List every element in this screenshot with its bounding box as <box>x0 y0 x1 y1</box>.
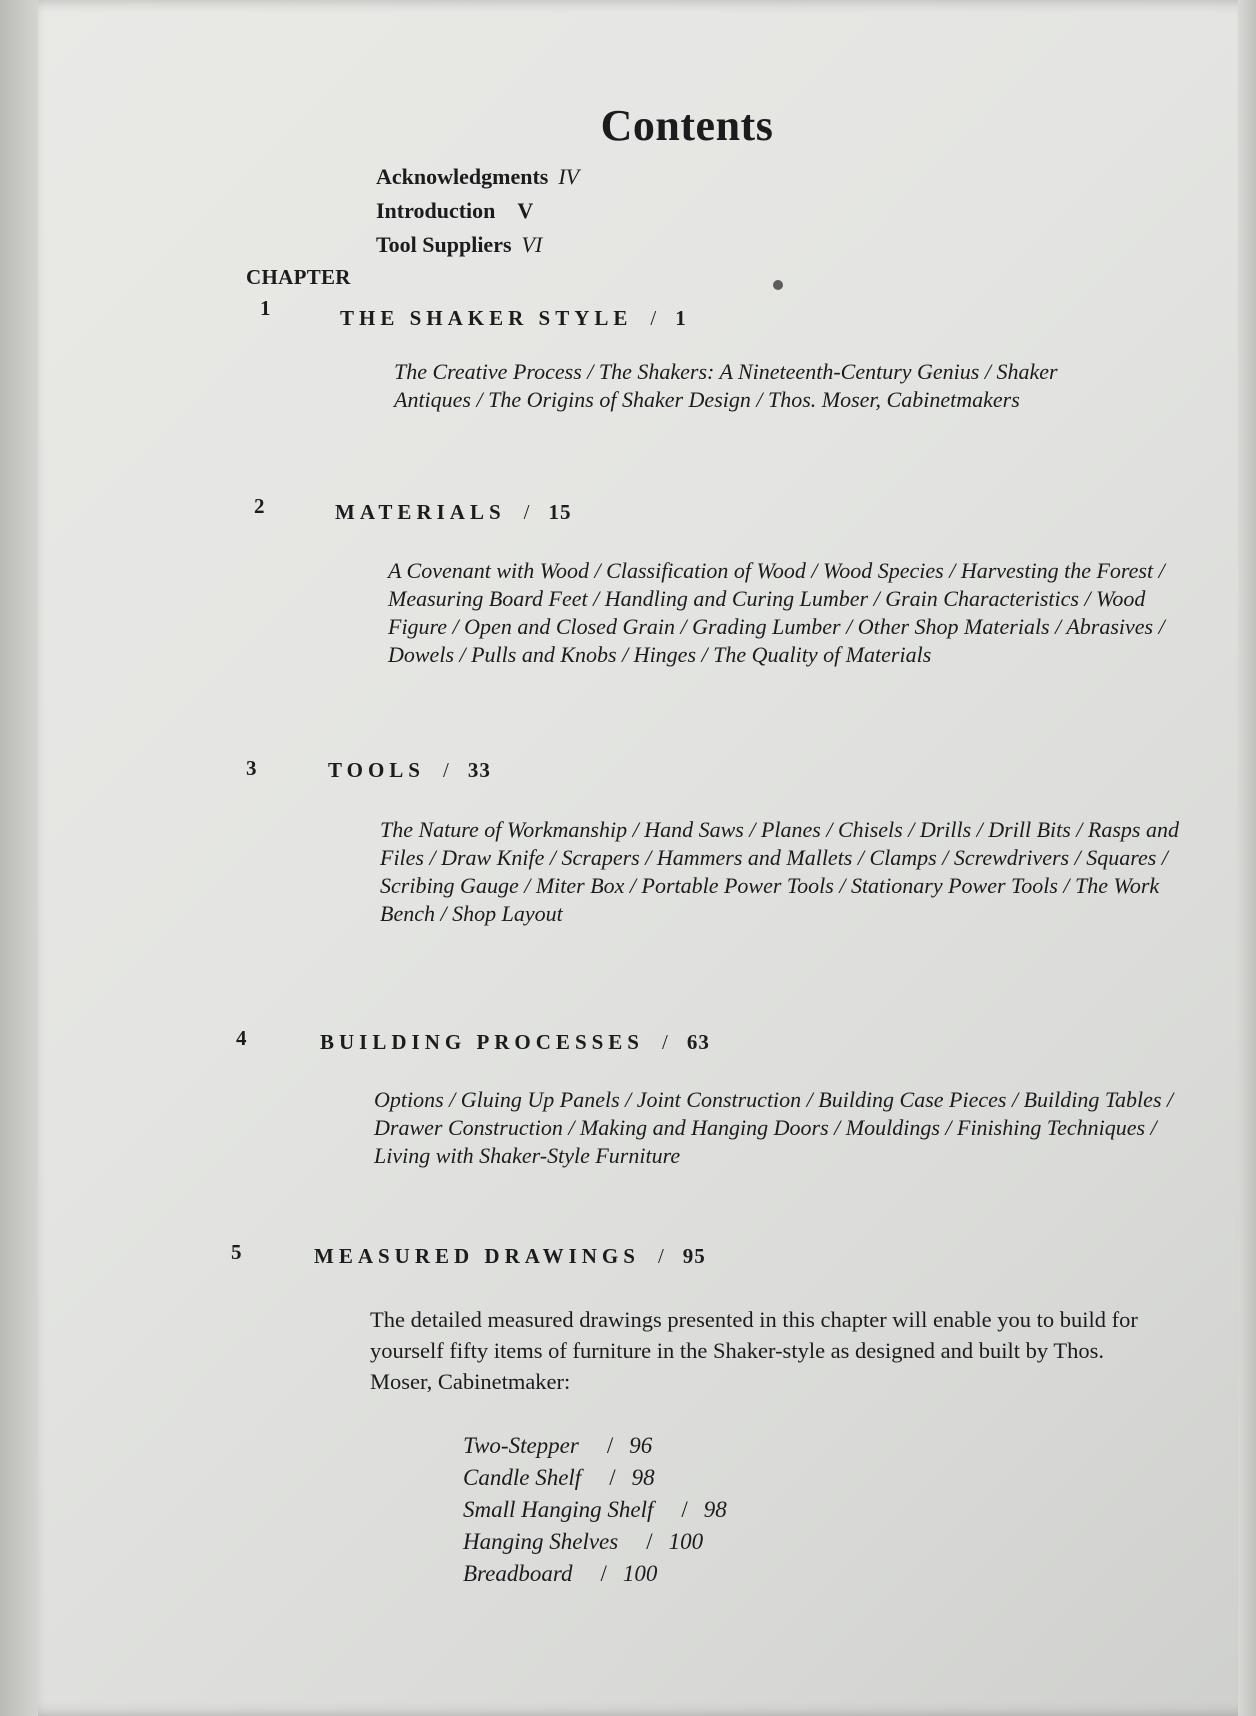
drawings-list <box>463 1430 727 1590</box>
chapter-page: 95 <box>682 1244 706 1268</box>
separator: / <box>606 1433 614 1458</box>
chapter-title: THE SHAKER STYLE <box>340 306 633 330</box>
chapter-description: The detailed measured drawings presented in this chapter will enable you to build for yourself fifty items of furniture in the Shaker-style as designed and built by Thos. Moser, Cabinetmaker: <box>370 1307 1138 1394</box>
item-name: Two-Stepper <box>463 1433 579 1458</box>
front-matter-entry <box>376 228 579 262</box>
separator: / <box>442 758 454 782</box>
front-matter-list <box>376 160 579 262</box>
list-item <box>463 1558 727 1590</box>
chapter-number: 2 <box>254 494 265 518</box>
chapter-heading: CHAPTER <box>246 265 351 289</box>
list-item <box>463 1430 727 1462</box>
separator: / <box>523 500 535 524</box>
separator: / <box>609 1465 616 1490</box>
list-item <box>463 1494 727 1526</box>
item-name: Hanging Shelves <box>463 1529 619 1554</box>
chapter-title: MEASURED DRAWINGS <box>314 1244 640 1268</box>
entry-page: IV <box>558 164 580 189</box>
contents-page <box>38 0 1256 1716</box>
front-matter-entry <box>376 194 579 228</box>
item-name: Candle Shelf <box>463 1465 582 1490</box>
entry-label: Introduction <box>376 198 496 223</box>
chapter-description: A Covenant with Wood / Classification of Wood / Wood Species / Harvesting the Forest / Measuring Board Feet / Handling and Curing Lumber / Grain Characteristics / Wood Figure / Open and Closed Grain / Grading Lumber / Other Shop Materials / Abrasives / Dowels / Pulls and Knobs / Hinges / The Quality of Materials <box>388 558 1165 667</box>
chapter-page: 1 <box>675 306 687 330</box>
chapter-title: TOOLS <box>328 758 425 782</box>
book-gutter <box>0 0 38 1716</box>
entry-page: VI <box>521 232 543 257</box>
item-page: 98 <box>703 1497 727 1522</box>
chapter-title-line <box>320 1030 710 1055</box>
ink-spot <box>773 280 783 290</box>
chapter-number: 1 <box>260 296 271 320</box>
separator: / <box>600 1561 607 1586</box>
separator: / <box>661 1030 673 1054</box>
entry-label: Tool Suppliers <box>376 232 512 257</box>
front-matter-entry <box>376 160 579 194</box>
chapter-number: 5 <box>231 1240 242 1264</box>
item-name: Breadboard <box>463 1561 573 1586</box>
chapter-description: The Creative Process / The Shakers: A Nineteenth-Century Genius / Shaker Antiques / The Origins of Shaker Design / Thos. Moser, Cabinetmakers <box>394 359 1058 412</box>
list-item <box>463 1526 727 1558</box>
item-page: 98 <box>631 1465 655 1490</box>
chapter-page: 15 <box>548 500 572 524</box>
chapter-title-line <box>314 1244 706 1269</box>
item-page: 96 <box>629 1433 653 1458</box>
chapter-title: MATERIALS <box>335 500 506 524</box>
entry-label: Acknowledgments <box>376 164 549 189</box>
chapter-number: 4 <box>236 1026 247 1050</box>
separator: / <box>646 1529 653 1554</box>
chapter-number: 3 <box>246 756 257 780</box>
entry-page: V <box>517 198 534 223</box>
separator: / <box>657 1244 669 1268</box>
separator: / <box>681 1497 688 1522</box>
chapter-description: Options / Gluing Up Panels / Joint Construction / Building Case Pieces / Building Tables / Drawer Construction / Making and Hanging Doors / Mouldings / Finishing Techniques / Living with Shaker-Style Furniture <box>374 1087 1174 1168</box>
list-item <box>463 1462 727 1494</box>
page-edge <box>1238 0 1256 1716</box>
chapter-title-line <box>335 500 571 525</box>
chapter-page: 63 <box>686 1030 710 1054</box>
chapter-title-line <box>328 758 491 783</box>
page-title: Contents <box>600 101 774 150</box>
chapter-description: The Nature of Workmanship / Hand Saws / Planes / Chisels / Drills / Drill Bits / Rasps and Files / Draw Knife / Scrapers / Hammers and Mallets / Clamps / Screwdrivers / Squares / Scribing Gauge / Miter Box / Portable Power Tools / Stationary Power Tools / The Work Bench / Shop Layout <box>380 817 1179 926</box>
item-name: Small Hanging Shelf <box>463 1497 654 1522</box>
item-page: 100 <box>622 1561 658 1586</box>
chapter-title-line <box>340 306 687 331</box>
item-page: 100 <box>668 1529 704 1554</box>
chapter-title: BUILDING PROCESSES <box>320 1030 644 1054</box>
chapter-page: 33 <box>467 758 491 782</box>
separator: / <box>650 306 662 330</box>
